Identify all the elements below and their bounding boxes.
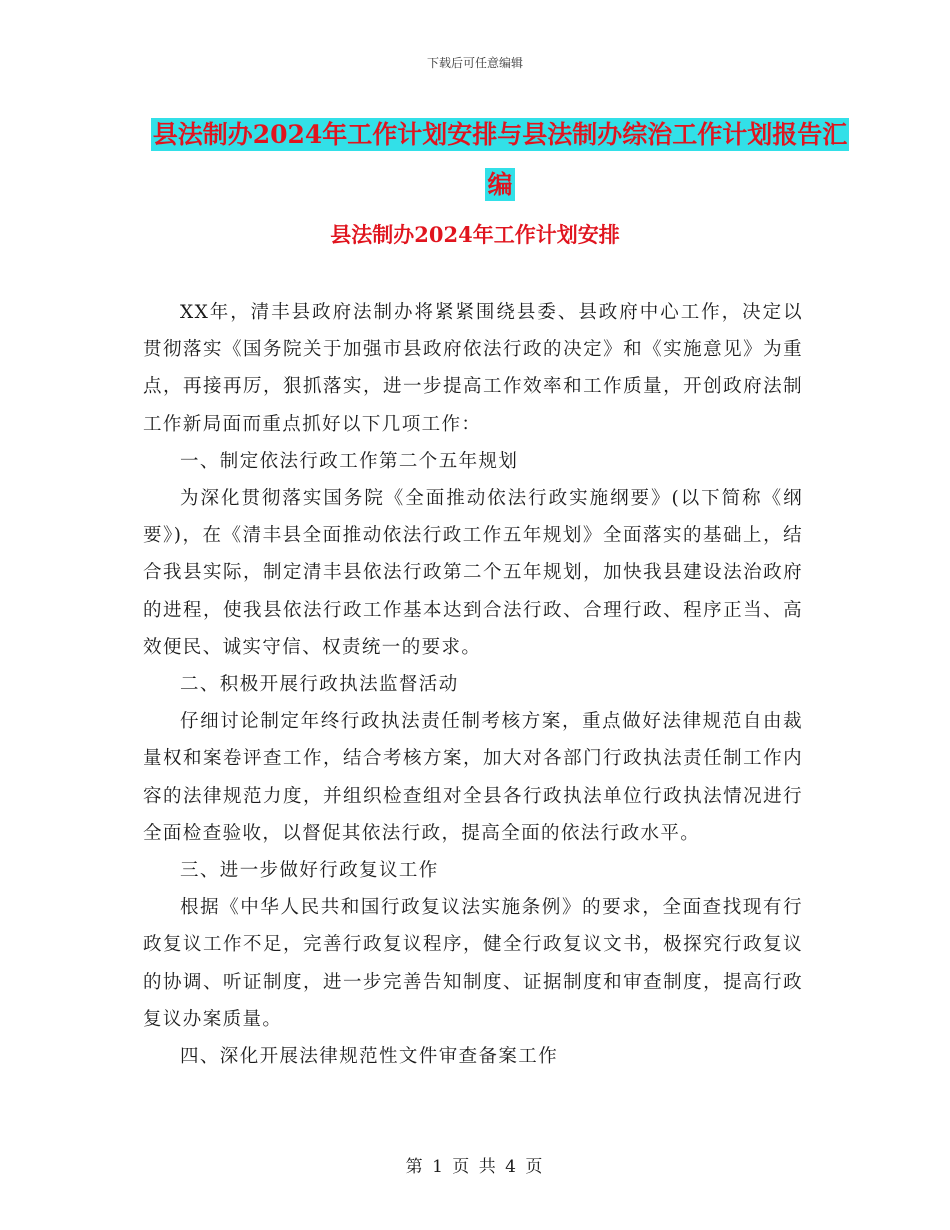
document-body — [143, 294, 803, 1075]
heading-item-1: 一、制定依法行政工作第二个五年规划 — [180, 450, 519, 472]
document-title — [140, 110, 860, 210]
section-title: 县法制办2024年工作计划安排 — [330, 222, 620, 247]
body-paragraph-2: 仔细讨论制定年终行政执法责任制考核方案，重点做好法律规范自由裁量权和案卷评查工作，结合考核方案，加大对各部门行政执法责任制工作内容的法律规范力度，并组织检查组对全县各行政执法单位行政执法情况进行全面检查验收，以督促其依法行政，提高全面的依法行政水平。 — [143, 711, 803, 844]
heading-item-3: 三、进一步做好行政复议工作 — [180, 860, 439, 882]
body-paragraph-3: 根据《中华人民共和国行政复议法实施条例》的要求，全面查找现有行政复议工作不足，完善行政复议程序，健全行政复议文书，极探究行政复议的协调、听证制度，进一步完善告知制度、证据制度和审查制度，提高行政复议办案质量。 — [143, 897, 803, 1030]
intro-paragraph: XX年，清丰县政府法制办将紧紧围绕县委、县政府中心工作，决定以贯彻落实《国务院关于加强市县政府依法行政的决定》和《实施意见》为重点，再接再厉，狠抓落实，进一步提高工作效率和工作质量，开创政府法制工作新局面而重点抓好以下几项工作： — [143, 302, 803, 435]
header-note: 下载后可任意编辑 — [426, 56, 523, 70]
document-title-text: 县法制办2024年工作计划安排与县法制办综治工作计划报告汇编 — [152, 120, 848, 199]
heading-item-2: 二、积极开展行政执法监督活动 — [180, 674, 459, 696]
heading-item-4: 四、深化开展法律规范性文件审查备案工作 — [180, 1046, 559, 1068]
page-number: 第 1 页 共 4 页 — [405, 1157, 545, 1177]
body-paragraph-1: 为深化贯彻落实国务院《全面推动依法行政实施纲要》(以下简称《纲要》)，在《清丰县全面推动依法行政工作五年规划》全面落实的基础上，结合我县实际，制定清丰县依法行政第二个五年规划，加快我县建设法治政府的进程，使我县依法行政工作基本达到合法行政、合理行政、程序正当、高效便民、诚实守信、权责统一的要求。 — [143, 488, 803, 658]
